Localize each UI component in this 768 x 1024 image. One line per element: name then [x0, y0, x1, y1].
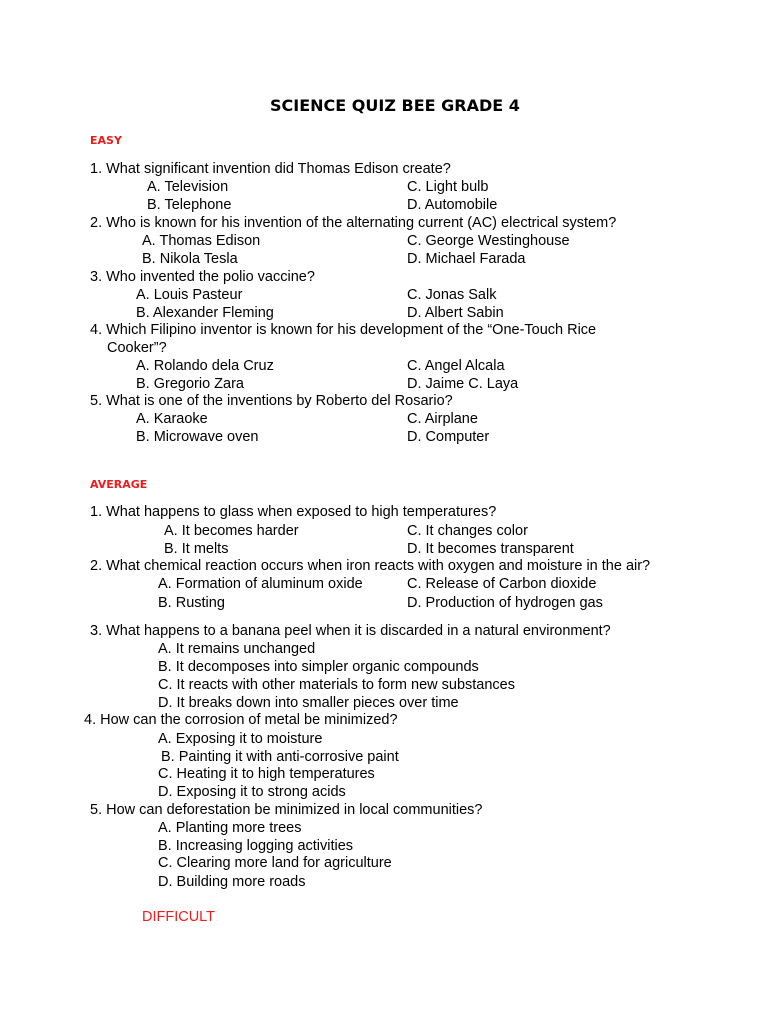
section-label-easy: EASY [90, 134, 122, 147]
answer-option: D. Building more roads [158, 874, 306, 890]
answer-option: C. Light bulb [407, 179, 489, 195]
question-text-continued: Cooker”? [107, 340, 167, 356]
page-title: SCIENCE QUIZ BEE GRADE 4 [270, 96, 520, 115]
answer-option: A. It remains unchanged [158, 641, 316, 657]
answer-option: B. Nikola Tesla [142, 251, 238, 267]
answer-option: D. It breaks down into smaller pieces over time [158, 695, 459, 711]
answer-option: D. It becomes transparent [407, 541, 574, 557]
answer-option: B. Alexander Fleming [136, 305, 274, 321]
answer-option: B. Telephone [147, 197, 232, 213]
question-text: 3. Who invented the polio vaccine? [90, 269, 315, 285]
answer-option: A. Rolando dela Cruz [136, 358, 274, 374]
answer-option: D. Automobile [407, 197, 498, 213]
question-text: 4. How can the corrosion of metal be minimized? [84, 712, 398, 728]
answer-option: A. Louis Pasteur [136, 287, 243, 303]
answer-option: A. Exposing it to moisture [158, 731, 323, 747]
question-text: 1. What significant invention did Thomas Edison create? [90, 161, 451, 177]
question-text: 1. What happens to glass when exposed to high temperatures? [90, 504, 497, 520]
answer-option: A. Thomas Edison [142, 233, 261, 249]
question-text: 2. What chemical reaction occurs when iron reacts with oxygen and moisture in the air? [90, 558, 651, 574]
answer-option: B. Increasing logging activities [158, 838, 354, 854]
answer-option: C. George Westinghouse [407, 233, 570, 249]
answer-option: D. Production of hydrogen gas [407, 595, 603, 611]
answer-option: B. It melts [164, 541, 229, 557]
answer-option: C. Airplane [407, 411, 478, 427]
answer-option: D. Albert Sabin [407, 305, 504, 321]
answer-option: C. It reacts with other materials to form new substances [158, 677, 515, 693]
answer-option: A. Karaoke [136, 411, 208, 427]
answer-option: C. Angel Alcala [407, 358, 505, 374]
answer-option: B. It decomposes into simpler organic compounds [158, 659, 479, 675]
section-label-average: AVERAGE [90, 478, 148, 491]
answer-option: B. Gregorio Zara [136, 376, 244, 392]
question-text: 3. What happens to a banana peel when it is discarded in a natural environment? [90, 623, 611, 639]
question-text: 5. How can deforestation be minimized in local communities? [90, 802, 483, 818]
answer-option: D. Jaime C. Laya [407, 376, 519, 392]
question-text: 5. What is one of the inventions by Roberto del Rosario? [90, 393, 453, 409]
answer-option: C. Release of Carbon dioxide [407, 576, 597, 592]
answer-option: A. Television [147, 179, 229, 195]
answer-option: C. Heating it to high temperatures [158, 766, 375, 782]
answer-option: C. It changes color [407, 523, 528, 539]
answer-option: B. Rusting [158, 595, 225, 611]
answer-option: A. Planting more trees [158, 820, 302, 836]
question-text: 4. Which Filipino inventor is known for his development of the “One-Touch Rice [90, 322, 597, 338]
answer-option: C. Jonas Salk [407, 287, 497, 303]
answer-option: D. Michael Farada [407, 251, 526, 267]
question-text: 2. Who is known for his invention of the alternating current (AC) electrical system? [90, 215, 617, 231]
answer-option: B. Microwave oven [136, 429, 259, 445]
answer-option: D. Exposing it to strong acids [158, 784, 346, 800]
answer-option: C. Clearing more land for agriculture [158, 855, 392, 871]
section-label-difficult: DIFFICULT [142, 909, 216, 925]
answer-option: B. Painting it with anti-corrosive paint [161, 749, 399, 765]
answer-option: A. It becomes harder [164, 523, 299, 539]
answer-option: A. Formation of aluminum oxide [158, 576, 363, 592]
answer-option: D. Computer [407, 429, 490, 445]
